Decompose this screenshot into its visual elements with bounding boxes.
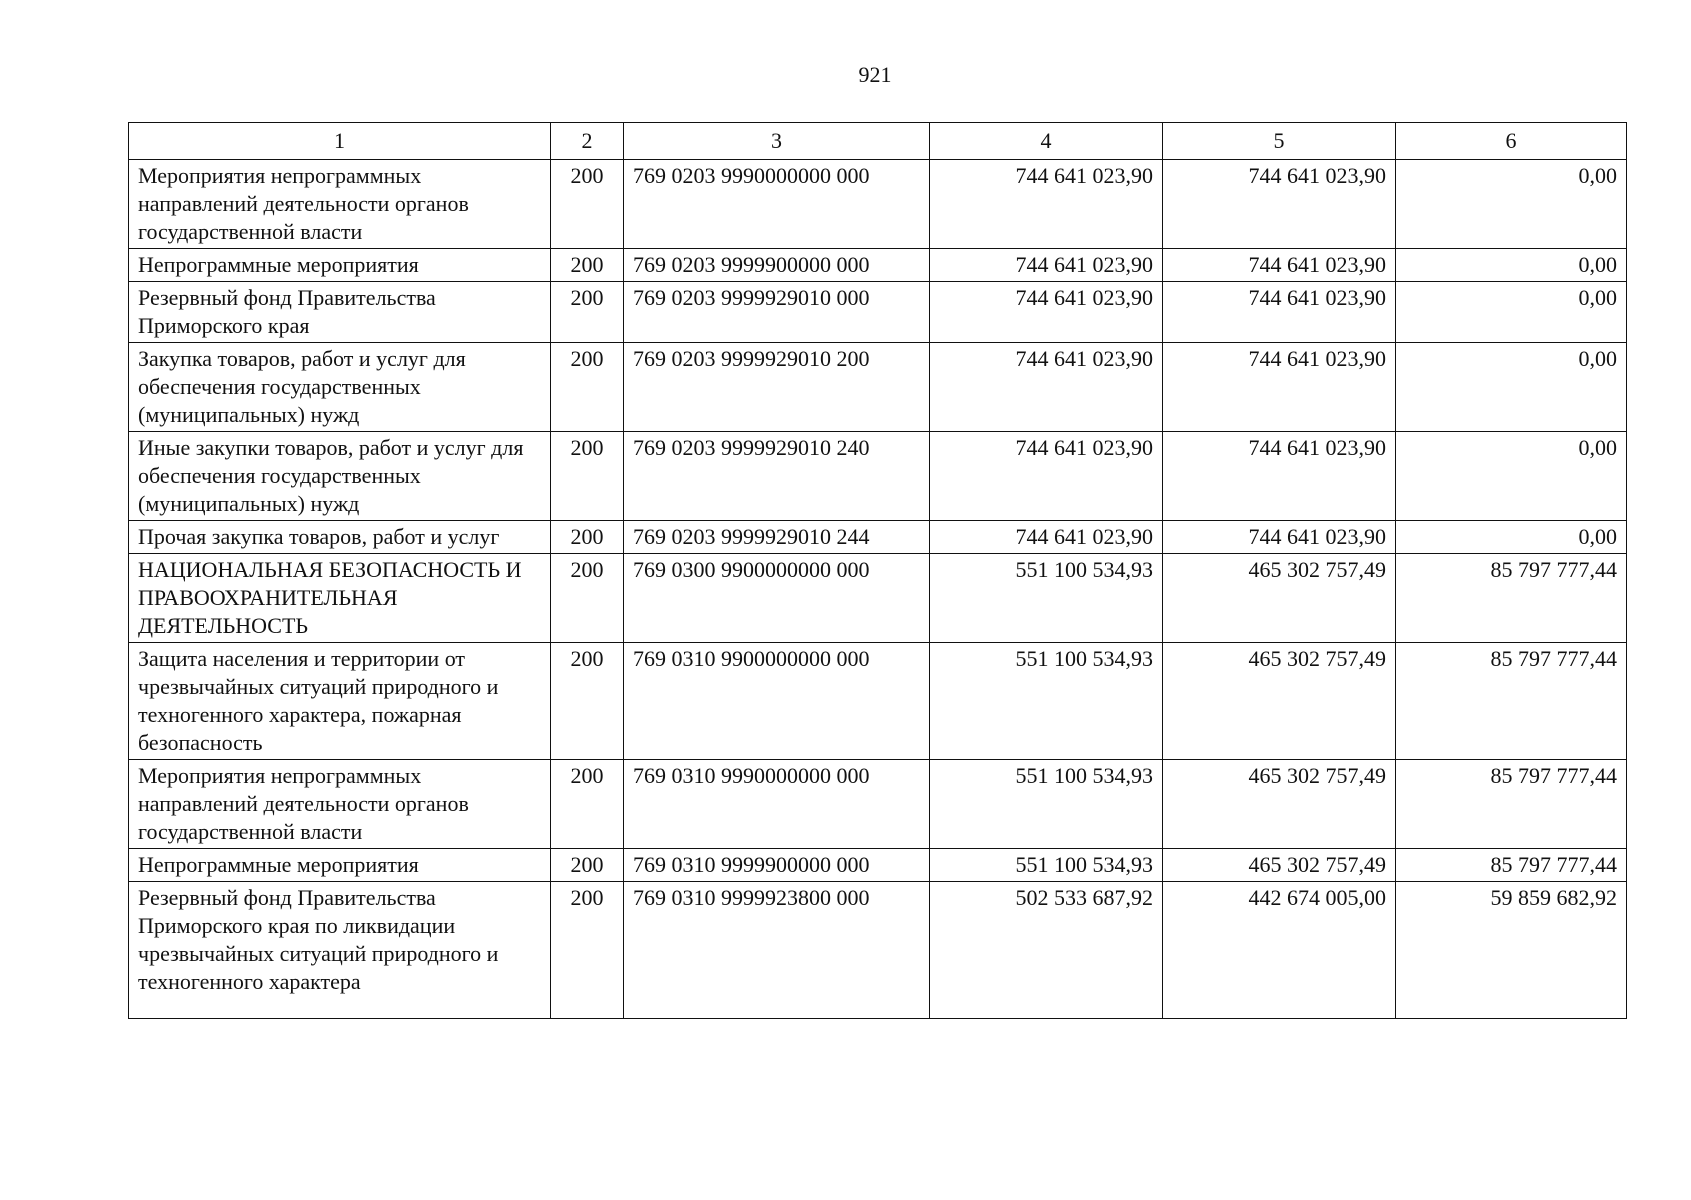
row-col4-cell: 744 641 023,90 (930, 160, 1163, 249)
row-col6-cell: 85 797 777,44 (1396, 643, 1627, 760)
row-kbk-cell: 769 0203 9999900000 000 (624, 249, 930, 282)
row-col4-cell: 502 533 687,92 (930, 882, 1163, 1019)
table-row (129, 432, 1627, 521)
row-code-cell: 200 (551, 343, 624, 432)
row-col5-cell: 465 302 757,49 (1163, 849, 1396, 882)
row-col5-cell: 744 641 023,90 (1163, 521, 1396, 554)
row-col5-cell: 465 302 757,49 (1163, 760, 1396, 849)
row-kbk-cell: 769 0203 9999929010 244 (624, 521, 930, 554)
row-col6-cell: 0,00 (1396, 160, 1627, 249)
row-col5-cell: 744 641 023,90 (1163, 249, 1396, 282)
row-col4-cell: 744 641 023,90 (930, 343, 1163, 432)
row-kbk-cell: 769 0300 9900000000 000 (624, 554, 930, 643)
row-col4-cell: 551 100 534,93 (930, 849, 1163, 882)
row-name-cell: Закупка товаров, работ и услуг для обеспечения государственных (муниципальных) нужд (129, 343, 551, 432)
table-row (129, 760, 1627, 849)
table-row (129, 160, 1627, 249)
row-col5-cell: 465 302 757,49 (1163, 643, 1396, 760)
table-row (129, 882, 1627, 1019)
row-col4-cell: 551 100 534,93 (930, 643, 1163, 760)
row-col6-cell: 85 797 777,44 (1396, 760, 1627, 849)
row-col5-cell: 744 641 023,90 (1163, 282, 1396, 343)
row-col5-cell: 744 641 023,90 (1163, 432, 1396, 521)
row-col5-cell: 744 641 023,90 (1163, 160, 1396, 249)
row-col6-cell: 59 859 682,92 (1396, 882, 1627, 1019)
row-code-cell: 200 (551, 160, 624, 249)
row-col4-cell: 744 641 023,90 (930, 282, 1163, 343)
row-kbk-cell: 769 0310 9999900000 000 (624, 849, 930, 882)
row-code-cell: 200 (551, 849, 624, 882)
row-col6-cell: 0,00 (1396, 249, 1627, 282)
row-kbk-cell: 769 0203 9999929010 000 (624, 282, 930, 343)
row-col4-cell: 744 641 023,90 (930, 432, 1163, 521)
row-code-cell: 200 (551, 643, 624, 760)
row-name-cell: Непрограммные мероприятия (129, 849, 551, 882)
header-cell-2: 2 (551, 123, 624, 160)
row-col4-cell: 744 641 023,90 (930, 249, 1163, 282)
row-code-cell: 200 (551, 282, 624, 343)
table-row (129, 249, 1627, 282)
row-col6-cell: 0,00 (1396, 521, 1627, 554)
row-col6-cell: 0,00 (1396, 432, 1627, 521)
page-number: 921 (858, 62, 892, 87)
row-code-cell: 200 (551, 521, 624, 554)
table-row (129, 521, 1627, 554)
row-kbk-cell: 769 0203 9999929010 200 (624, 343, 930, 432)
row-kbk-cell: 769 0310 9999923800 000 (624, 882, 930, 1019)
header-cell-5: 5 (1163, 123, 1396, 160)
row-col4-cell: 551 100 534,93 (930, 554, 1163, 643)
row-code-cell: 200 (551, 760, 624, 849)
row-col6-cell: 0,00 (1396, 343, 1627, 432)
row-name-cell: Защита населения и территории от чрезвычайных ситуаций природного и техногенного характера, пожарная безопасность (129, 643, 551, 760)
row-kbk-cell: 769 0203 9999929010 240 (624, 432, 930, 521)
header-cell-6: 6 (1396, 123, 1627, 160)
row-name-cell: Резервный фонд Правительства Приморского края по ликвидации чрезвычайных ситуаций природного и техногенного характера (129, 882, 551, 1019)
header-row (129, 123, 1627, 160)
row-name-cell: Резервный фонд Правительства Приморского края (129, 282, 551, 343)
row-name-cell: НАЦИОНАЛЬНАЯ БЕЗОПАСНОСТЬ И ПРАВООХРАНИТЕЛЬНАЯ ДЕЯТЕЛЬНОСТЬ (129, 554, 551, 643)
row-col4-cell: 551 100 534,93 (930, 760, 1163, 849)
row-code-cell: 200 (551, 554, 624, 643)
row-kbk-cell: 769 0310 9900000000 000 (624, 643, 930, 760)
table-row (129, 343, 1627, 432)
table-row (129, 643, 1627, 760)
row-col5-cell: 744 641 023,90 (1163, 343, 1396, 432)
row-col6-cell: 85 797 777,44 (1396, 554, 1627, 643)
row-col6-cell: 85 797 777,44 (1396, 849, 1627, 882)
row-col6-cell: 0,00 (1396, 282, 1627, 343)
header-cell-3: 3 (624, 123, 930, 160)
header-cell-1: 1 (129, 123, 551, 160)
table-row (129, 554, 1627, 643)
row-name-cell: Мероприятия непрограммных направлений деятельности органов государственной власти (129, 160, 551, 249)
table-row (129, 282, 1627, 343)
table-row (129, 849, 1627, 882)
row-code-cell: 200 (551, 432, 624, 521)
row-col5-cell: 442 674 005,00 (1163, 882, 1396, 1019)
row-name-cell: Иные закупки товаров, работ и услуг для обеспечения государственных (муниципальных) нужд (129, 432, 551, 521)
row-name-cell: Мероприятия непрограммных направлений деятельности органов государственной власти (129, 760, 551, 849)
row-col4-cell: 744 641 023,90 (930, 521, 1163, 554)
row-code-cell: 200 (551, 882, 624, 1019)
row-col5-cell: 465 302 757,49 (1163, 554, 1396, 643)
row-name-cell: Прочая закупка товаров, работ и услуг (129, 521, 551, 554)
row-kbk-cell: 769 0310 9990000000 000 (624, 760, 930, 849)
row-code-cell: 200 (551, 249, 624, 282)
budget-table (128, 122, 1627, 1019)
row-kbk-cell: 769 0203 9990000000 000 (624, 160, 930, 249)
header-cell-4: 4 (930, 123, 1163, 160)
row-name-cell: Непрограммные мероприятия (129, 249, 551, 282)
